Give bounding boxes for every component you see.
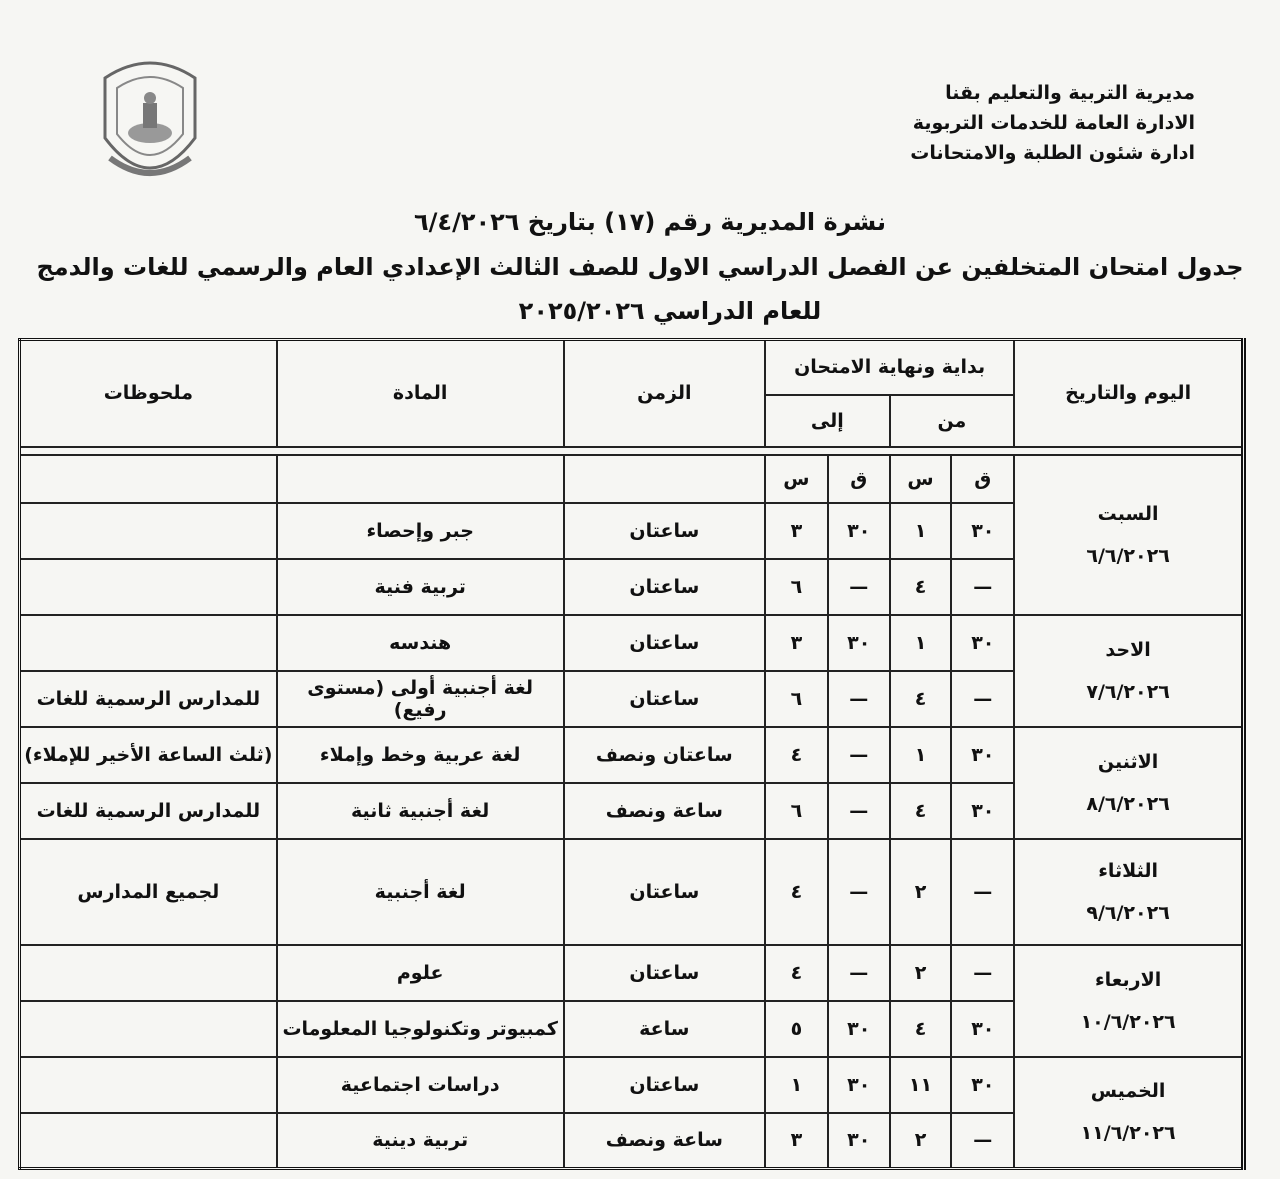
exam-subject: تربية فنية (277, 559, 564, 615)
from-hour: ١ (890, 727, 952, 783)
header-from: من (890, 395, 1015, 447)
exam-notes: للمدارس الرسمية للغات (20, 671, 277, 727)
to-hour: ١ (765, 1057, 828, 1113)
day-name: الاثنين (1097, 750, 1159, 773)
exam-notes: للمدارس الرسمية للغات (20, 783, 277, 839)
table-row (20, 839, 1244, 945)
to-minute: ٣٠ (828, 503, 890, 559)
day-name: السبت (1097, 502, 1159, 525)
to-hour: ٦ (765, 559, 828, 615)
to-minute: — (828, 671, 890, 727)
day-name: الاحد (1105, 638, 1151, 661)
unit-label-minute: ق (951, 455, 1014, 503)
to-minute: ٣٠ (828, 615, 890, 671)
from-hour: ٤ (890, 1001, 952, 1057)
exam-notes (20, 1057, 277, 1113)
table-row (20, 615, 1244, 671)
org-line-department: ادارة شئون الطلبة والامتحانات (910, 142, 1195, 164)
exam-subject: هندسه (277, 615, 564, 671)
exam-date: ٧/٦/٢٠٢٦ (1086, 680, 1170, 703)
exam-duration: ساعتان (564, 839, 765, 945)
unit-label-hour: س (765, 455, 828, 503)
exam-subject: جبر وإحصاء (277, 503, 564, 559)
exam-subject: دراسات اجتماعية (277, 1057, 564, 1113)
schedule-body (20, 455, 1244, 1169)
from-minute: — (951, 945, 1014, 1001)
exam-date: ٦/٦/٢٠٢٦ (1086, 544, 1170, 567)
exam-notes (20, 945, 277, 1001)
to-minute: — (828, 783, 890, 839)
to-hour: ٣ (765, 503, 828, 559)
exam-notes: (ثلث الساعة الأخير للإملاء) (20, 727, 277, 783)
exam-duration: ساعتان ونصف (564, 727, 765, 783)
from-hour: ٤ (890, 559, 952, 615)
directorate-logo (95, 48, 205, 198)
day-date-cell (1014, 727, 1243, 839)
from-hour: ١ (890, 503, 952, 559)
header-day-date: اليوم والتاريخ (1014, 340, 1243, 447)
from-minute: ٣٠ (951, 727, 1014, 783)
from-minute: ٣٠ (951, 1001, 1014, 1057)
document-titles (0, 200, 1280, 332)
day-date-cell (1014, 455, 1243, 615)
exam-duration: ساعة (564, 1001, 765, 1057)
day-name: الخميس (1090, 1080, 1166, 1103)
bulletin-number: نشرة المديرية رقم (١٧) بتاريخ ٦/٤/٢٠٢٦ (414, 208, 886, 236)
header-to: إلى (765, 395, 890, 447)
time-cell-empty (564, 455, 765, 503)
from-hour: ٢ (890, 945, 952, 1001)
day-date-cell (1014, 839, 1243, 945)
from-hour: ٤ (890, 671, 952, 727)
day-name: الثلاثاء (1098, 859, 1158, 882)
exam-subject: تربية دينية (277, 1113, 564, 1169)
subject-cell-empty (277, 455, 564, 503)
exam-subject: لغة عربية وخط وإملاء (277, 727, 564, 783)
table-row (20, 945, 1244, 1001)
org-line-directorate: مديرية التربية والتعليم بقنا (945, 82, 1195, 104)
header-exam-period: بداية ونهاية الامتحان (765, 340, 1014, 395)
from-hour: ٢ (890, 839, 952, 945)
from-minute: — (951, 671, 1014, 727)
from-minute: ٣٠ (951, 503, 1014, 559)
exam-duration: ساعتان (564, 1057, 765, 1113)
notes-cell-empty (20, 455, 277, 503)
exam-duration: ساعتان (564, 503, 765, 559)
exam-duration: ساعتان (564, 671, 765, 727)
from-hour: ١١ (890, 1057, 952, 1113)
exam-notes (20, 615, 277, 671)
exam-duration: ساعة ونصف (564, 783, 765, 839)
exam-date: ١٠/٦/٢٠٢٦ (1080, 1010, 1176, 1033)
exam-duration: ساعتان (564, 615, 765, 671)
schedule-title: جدول امتحان المتخلفين عن الفصل الدراسي الاول للصف الثالث الإعدادي العام والرسمي للغات والدمج (36, 253, 1244, 281)
table-row (20, 727, 1244, 783)
day-date-cell (1014, 945, 1243, 1057)
exam-notes: لجميع المدارس (20, 839, 277, 945)
exam-subject: لغة أجنبية (277, 839, 564, 945)
header-notes: ملحوظات (20, 340, 277, 447)
exam-duration: ساعتان (564, 945, 765, 1001)
unit-label-hour: س (890, 455, 952, 503)
exam-notes (20, 503, 277, 559)
from-minute: — (951, 839, 1014, 945)
to-minute: ٣٠ (828, 1057, 890, 1113)
to-minute: — (828, 839, 890, 945)
to-hour: ٦ (765, 671, 828, 727)
exam-subject: لغة أجنبية ثانية (277, 783, 564, 839)
from-minute: ٣٠ (951, 1057, 1014, 1113)
exam-notes (20, 1001, 277, 1057)
from-minute: ٣٠ (951, 783, 1014, 839)
exam-schedule-table (18, 338, 1246, 1170)
to-hour: ٣ (765, 1113, 828, 1169)
to-minute: ٣٠ (828, 1001, 890, 1057)
from-minute: — (951, 559, 1014, 615)
to-hour: ٥ (765, 1001, 828, 1057)
exam-notes (20, 1113, 277, 1169)
header-time: الزمن (564, 340, 765, 447)
exam-date: ١١/٦/٢٠٢٦ (1080, 1122, 1176, 1145)
to-minute: — (828, 559, 890, 615)
exam-subject: كمبيوتر وتكنولوجيا المعلومات (277, 1001, 564, 1057)
table-row (20, 1057, 1244, 1113)
exam-date: ٩/٦/٢٠٢٦ (1086, 901, 1170, 924)
exam-date: ٨/٦/٢٠٢٦ (1086, 792, 1170, 815)
org-line-administration: الادارة العامة للخدمات التربوية (912, 112, 1195, 134)
to-minute: ٣٠ (828, 1113, 890, 1169)
header-gap (20, 447, 1244, 455)
header-subject: المادة (277, 340, 564, 447)
day-date-cell (1014, 1057, 1243, 1169)
from-hour: ٤ (890, 783, 952, 839)
to-hour: ٤ (765, 839, 828, 945)
exam-duration: ساعة ونصف (564, 1113, 765, 1169)
exam-notes (20, 559, 277, 615)
from-minute: — (951, 1113, 1014, 1169)
units-row (20, 455, 1244, 503)
from-hour: ٢ (890, 1113, 952, 1169)
day-name: الاربعاء (1094, 968, 1162, 991)
to-hour: ٤ (765, 727, 828, 783)
to-hour: ٣ (765, 615, 828, 671)
to-hour: ٤ (765, 945, 828, 1001)
to-minute: — (828, 727, 890, 783)
from-hour: ١ (890, 615, 952, 671)
day-date-cell (1014, 615, 1243, 727)
to-hour: ٦ (765, 783, 828, 839)
exam-subject: علوم (277, 945, 564, 1001)
exam-subject: لغة أجنبية أولى (مستوى رفيع) (277, 671, 564, 727)
to-minute: — (828, 945, 890, 1001)
unit-label-minute: ق (828, 455, 890, 503)
from-minute: ٣٠ (951, 615, 1014, 671)
organization-header (910, 78, 1195, 168)
exam-duration: ساعتان (564, 559, 765, 615)
academic-year: للعام الدراسي ٢٠٢٥/٢٠٢٦ (518, 297, 822, 325)
